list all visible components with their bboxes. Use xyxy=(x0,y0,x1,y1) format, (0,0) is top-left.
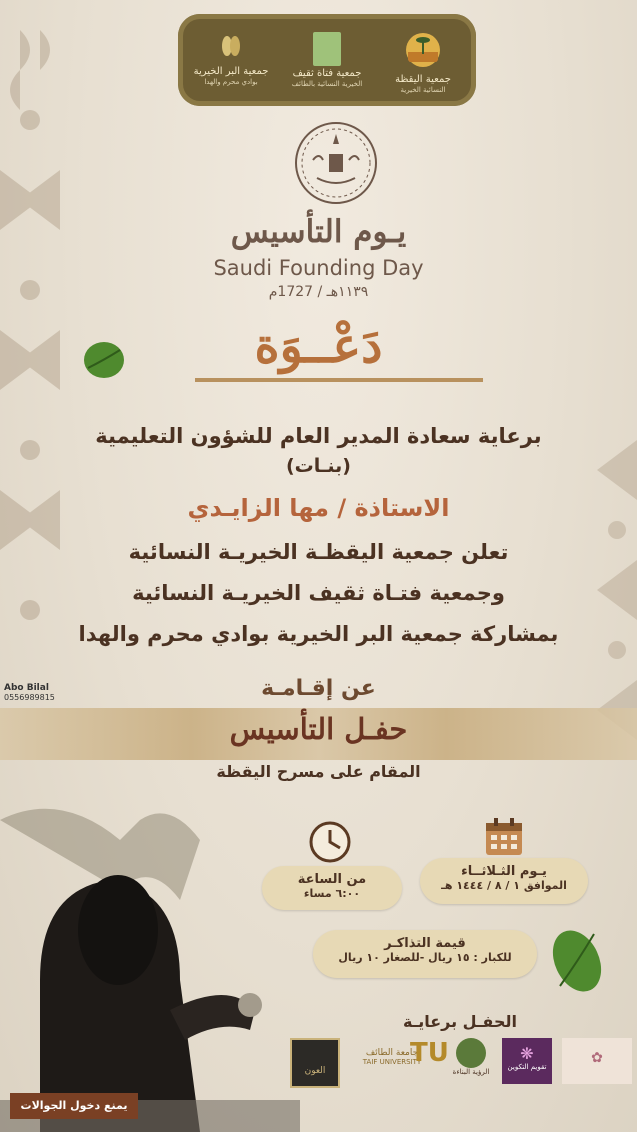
leaf-icon xyxy=(548,926,606,996)
patron-name: الاستاذة / مها الزايـدي xyxy=(187,494,450,522)
logo-fatat-sub: الخيرية النسائية بالطائف xyxy=(291,80,363,88)
date-value: الموافق ١ / ٨ / ١٤٤٤ هـ xyxy=(441,879,567,892)
time-value: ٦:٠٠ مساء xyxy=(303,887,361,900)
founding-day-emblem-icon xyxy=(293,120,379,206)
founding-day-years: ١١٣٩هـ / 1727م xyxy=(268,284,369,300)
tickets-label: قيمة التذاكـر xyxy=(384,936,466,951)
woman-photo xyxy=(0,780,300,1132)
time-pill xyxy=(262,866,402,910)
logo-takween-text: تقويم التكوين xyxy=(507,1063,547,1071)
logo-alaoun-text: العون xyxy=(304,1066,326,1076)
designer-signature xyxy=(4,683,55,702)
logo-takween xyxy=(502,1038,552,1084)
date-day: يـوم الثـلاثــاء xyxy=(461,864,547,879)
event-title: حفـل التأسيس xyxy=(229,712,408,746)
logo-albir-name: جمعية البر الخيرية xyxy=(193,66,269,77)
logo-kitab xyxy=(448,1038,494,1084)
logo-albir-sub: بوادي محرم والهدا xyxy=(204,78,258,86)
logo-alyaqza xyxy=(380,32,466,96)
announcement-line-2: وجمعية فتـاة ثقيف الخيريـة النسائية xyxy=(132,581,505,605)
founding-day-title-en: Saudi Founding Day xyxy=(213,256,424,280)
founding-day-title-ar: يـوم التأسيس xyxy=(230,214,407,250)
holding-line: عن إقـامـة xyxy=(261,676,376,701)
wheat-icon xyxy=(217,32,245,60)
desert-palm-icon xyxy=(405,32,441,68)
announcement-line-3: بمشاركة جمعية البر الخيرية بوادي محرم والهدا xyxy=(78,622,559,646)
announcement-line-1: تعلن جمعية اليقظـة الخيريـة النسائية xyxy=(128,540,509,564)
sponsor-banner xyxy=(178,14,476,106)
calendar-icon xyxy=(483,816,525,858)
time-label: من الساعة xyxy=(297,872,367,887)
logo-taif-ar: جامعة الطائف xyxy=(365,1048,419,1058)
patronage-line: برعاية سعادة المدير العام للشؤون التعليمية xyxy=(95,424,542,448)
logo-tu: TU xyxy=(410,1038,449,1068)
girls-line: (بنـات) xyxy=(286,455,351,477)
tickets-pill xyxy=(313,930,537,978)
logo-extra xyxy=(562,1038,632,1084)
no-phones-notice: يمنع دخول الجوالات xyxy=(10,1093,138,1119)
logo-kitab-text: الرؤية البناءة xyxy=(452,1068,490,1076)
logo-alaoun xyxy=(290,1038,340,1088)
clock-icon xyxy=(308,820,352,864)
tickets-prices: للكبار : ١٥ ريال -للصغار ١٠ ريال xyxy=(338,951,512,964)
venue-line: المقام على مسرح اليقظة xyxy=(216,762,421,781)
logo-alyaqza-name: جمعية اليقظة xyxy=(395,74,451,85)
logo-fatat-thaqif xyxy=(284,32,370,96)
flower-icon: ✿ xyxy=(591,1050,603,1066)
logo-fatat-name: جمعية فتاة ثقيف xyxy=(292,68,362,79)
book-icon xyxy=(456,1038,486,1068)
fatat-thaqif-emblem xyxy=(313,32,341,66)
sponsors-title: الحفـل برعايـة xyxy=(403,1012,517,1031)
signature-number: 0556989815 xyxy=(4,693,55,702)
logo-taif-en: TAIF UNIVERSITY xyxy=(362,1058,422,1066)
signature-name: Abo Bilal xyxy=(4,683,49,693)
date-pill xyxy=(420,858,588,904)
logo-alyaqza-sub: النسائية الخيرية xyxy=(400,86,446,94)
invitation-title: دَعْــوَة xyxy=(254,318,383,374)
butterfly-icon: ❋ xyxy=(520,1044,534,1063)
logo-albir xyxy=(188,32,274,96)
title-underline xyxy=(195,378,483,382)
